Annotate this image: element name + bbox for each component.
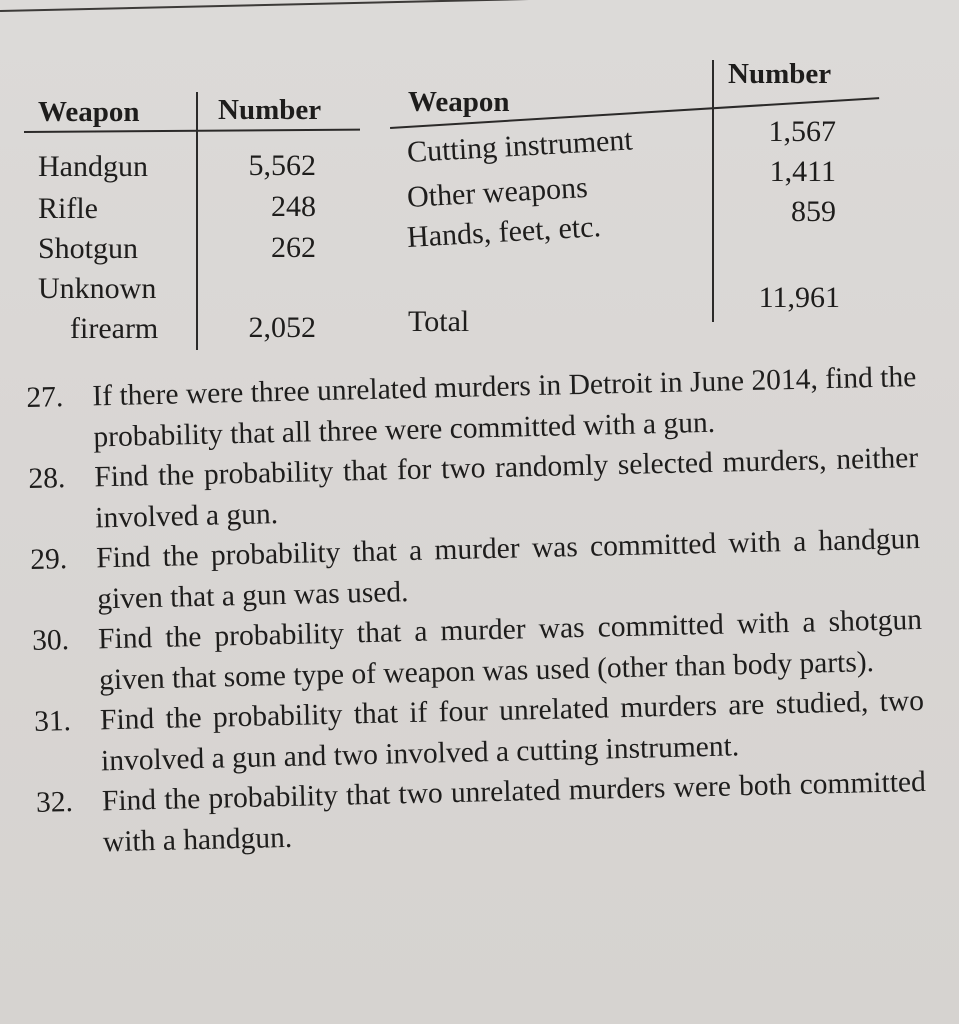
exercise-text: Find the probability that two unrelated murders were both committed with a handgun. [101, 765, 927, 858]
right-table-row-number: 1,411 [769, 155, 836, 188]
right-table-total-number: 11,961 [758, 281, 840, 314]
exercise-text: Find the probability that a murder was committed with a handgun given that a gun was used. [95, 522, 921, 615]
right-table-total-label: Total [408, 305, 470, 338]
exercise-number: 30. [31, 624, 70, 657]
exercise-list [26, 357, 927, 864]
right-weapon-table [0, 0, 959, 360]
exercise-number: 27. [26, 381, 64, 414]
left-table-row-weapon: Handgun [38, 150, 148, 183]
left-table-row-number: 248 [271, 190, 316, 223]
exercise-text: Find the probability that if four unrelated murders are studied, two involved a gun and two involved a cutting instrument. [99, 684, 925, 777]
right-table-row-number: 1,567 [768, 115, 836, 148]
right-table-header-weapon: Weapon [408, 86, 510, 118]
right-table-column-rule [712, 60, 714, 322]
exercise-text: Find the probability that a murder was committed with a shotgun given that some type of weapon was used (other than body parts). [97, 603, 923, 696]
exercise-text: Find the probability that for two randomly selected murders, neither involved a gun. [93, 442, 919, 534]
right-table-row-weapon: Other weapons [406, 170, 589, 214]
left-table-row-weapon: Rifle [38, 192, 98, 225]
left-table-row-weapon: firearm [70, 312, 159, 345]
left-table-header-number: Number [218, 94, 322, 126]
exercise-number: 31. [33, 705, 72, 738]
exercise-number: 32. [35, 786, 74, 819]
left-table-header-weapon: Weapon [38, 96, 140, 128]
left-table-row-weapon: Shotgun [38, 232, 139, 265]
right-table-row-number: 859 [791, 195, 836, 228]
exercise-text: If there were three unrelated murders in Detroit in June 2014, find the probability that all three were committed with a gun. [92, 361, 917, 453]
right-table-row-weapon: Cutting instrument [406, 123, 634, 169]
exercise-number: 29. [29, 543, 68, 576]
right-table-header-number: Number [728, 58, 832, 90]
exercise-number: 28. [28, 462, 66, 495]
left-table-row-number: 2,052 [248, 311, 316, 344]
left-table-row-number: 262 [271, 231, 316, 264]
right-table-row-weapon: Hands, feet, etc. [406, 210, 602, 254]
left-table-row-number: 5,562 [248, 149, 316, 182]
left-table-row-weapon: Unknown [38, 272, 157, 305]
